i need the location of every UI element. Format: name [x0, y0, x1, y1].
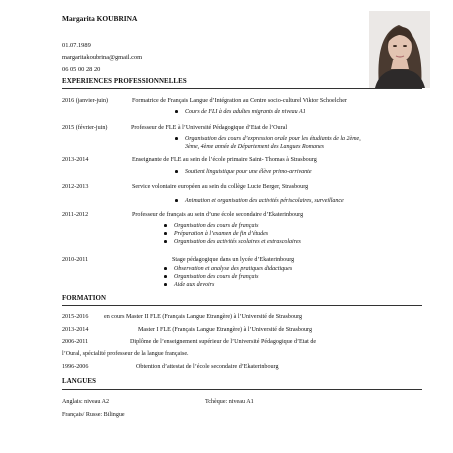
formation-text: Master I FLE (Français Langue Etrangère) à l’Université de Strasbourg [138, 327, 313, 333]
formation-text: l’Oural, spécialité professeur de la langue française. [62, 351, 189, 357]
bullet-icon [164, 275, 167, 278]
langues-divider [62, 389, 422, 390]
exp-period: 2011-2012 [62, 212, 89, 218]
email: margaritakoubrina@gmail.com [62, 54, 143, 61]
bullet-icon [175, 170, 178, 173]
exp-detail: 3ème, 4ème année de Département des Langues Romanes [185, 144, 324, 150]
language-french-russian: Français/ Russe: Bilingue [62, 412, 125, 418]
exp-detail: Organisation des activités scolaires et extrascolaires [174, 239, 301, 245]
candidate-name: Margarita KOUBRINA [62, 14, 138, 23]
bullet-icon [175, 137, 178, 140]
exp-period: 2016 (janvier-juin) [62, 98, 109, 104]
formation-period: 1996-2006 [62, 364, 89, 370]
bullet-icon [164, 240, 167, 243]
bullet-icon [164, 283, 167, 286]
formation-text: Diplôme de l’enseignement supérieur de l’Université Pédagogique d’Etat de [130, 339, 317, 345]
exp-detail: Soutient linguistique pour une élève primo-arrivante [185, 169, 312, 175]
language-czech: Tchèque: niveau A1 [205, 399, 254, 405]
langues-title: LANGUES [62, 378, 97, 385]
formation-title: FORMATION [62, 295, 107, 302]
profile-photo [369, 11, 430, 88]
formation-text: en cours Master II FLE (Français Langue Etrangère) à l’Université de Strasbourg [104, 314, 303, 320]
experiences-divider [62, 88, 422, 89]
formation-period: 2006-2011 [62, 339, 89, 345]
birthdate: 01.07.1989 [62, 42, 91, 49]
exp-period: 2013-2014 [62, 157, 89, 163]
bullet-icon [175, 199, 178, 202]
exp-role: Enseignante de FLE au sein de l’école primaire Saint- Thomas à Strasbourg [132, 157, 317, 163]
exp-role: Professeur de français au sein d’une école secondaire d’Ekaterinbourg [132, 212, 304, 218]
portrait-image [369, 11, 430, 88]
exp-detail: Aide aux devoirs [174, 282, 215, 288]
bullet-icon [164, 232, 167, 235]
formation-text: Obtention d’attestat de l’école secondaire d’Ekaterinbourg [136, 364, 279, 370]
formation-period: 2015-2016 [62, 314, 89, 320]
exp-role: Stage pédagogique dans un lycée d’Ekaterinbourg [172, 257, 295, 263]
exp-detail: Organisation des cours d’expression orale pour les étudiants de la 2ème, [185, 136, 361, 142]
exp-detail: Cours de FLI à des adultes migrants de niveau A1 [185, 109, 306, 115]
exp-role: Formatrice de Français Langue d’Intégration au Centre socio-culturel Viktor Schoelcher [132, 98, 347, 104]
exp-detail: Organisation des cours de français [174, 274, 259, 280]
exp-detail: Organisation des cours de français [174, 223, 259, 229]
formation-period: 2013-2014 [62, 327, 89, 333]
experiences-title: EXPERIENCES PROFESSIONNELLES [62, 78, 187, 85]
bullet-icon [175, 110, 178, 113]
phone: 06 05 00 28 20 [62, 66, 101, 73]
exp-role: Professeur de FLE à l’Université Pédagogique d’Etat de l’Oural [131, 125, 288, 131]
exp-period: 2010-2011 [62, 257, 89, 263]
bullet-icon [164, 224, 167, 227]
exp-detail: Observation et analyse des pratiques didactiques [174, 266, 293, 272]
language-english: Anglais: niveau A2 [62, 399, 110, 405]
exp-detail: Animation et organisation des activités périscolaires, surveillance [185, 198, 344, 204]
exp-role: Service volontaire européen au sein du collège Lucie Berger, Strasbourg [132, 184, 309, 190]
exp-period: 2015 (février-juin) [62, 125, 108, 131]
bullet-icon [164, 267, 167, 270]
formation-divider [62, 305, 422, 306]
exp-detail: Préparation à l’examen de fin d’études [174, 231, 269, 237]
exp-period: 2012-2013 [62, 184, 89, 190]
